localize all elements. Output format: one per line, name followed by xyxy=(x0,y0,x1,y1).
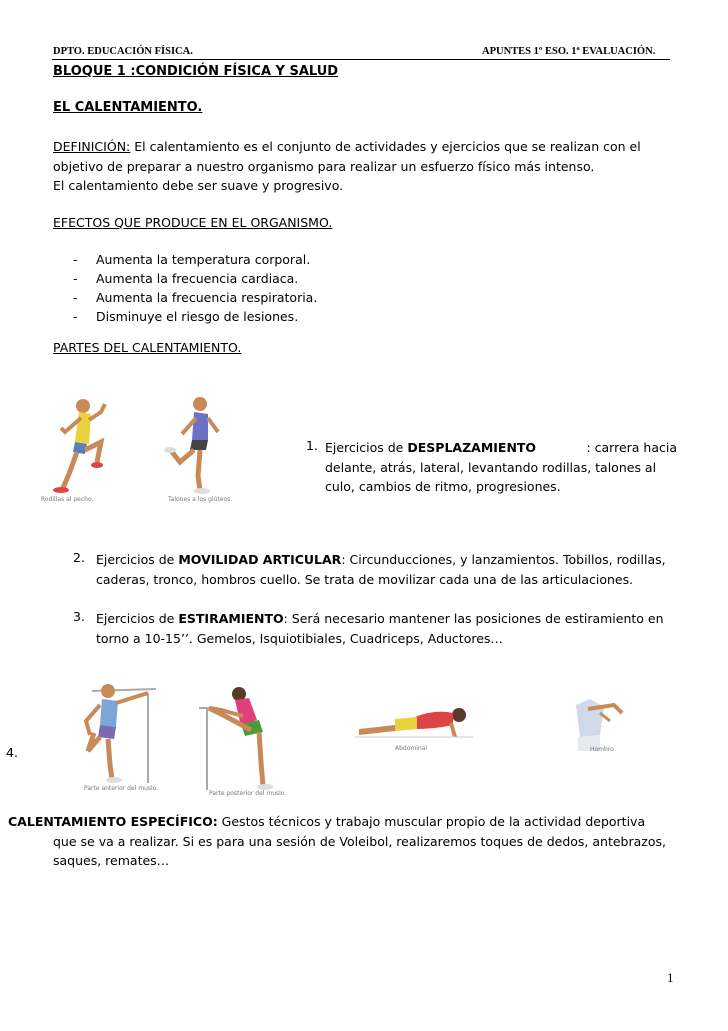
header-department: DPTO. EDUCACIÓN FÍSICA. xyxy=(53,46,193,57)
part-3-line-1-rest: : Será necesario mantener las posiciones de estiramiento en xyxy=(283,611,664,626)
effects-item-text: Aumenta la frecuencia respiratoria. xyxy=(96,290,318,305)
bullet-dash: - xyxy=(73,252,78,267)
page-number: 1 xyxy=(667,970,674,985)
part-1-number: 1. xyxy=(306,438,318,453)
illustration-back-thigh-stretch xyxy=(195,682,300,807)
caption-shoulder: Hombro xyxy=(590,746,614,753)
part-2-pre-text: Ejercicios de xyxy=(96,552,179,567)
part-3-pre-text: Ejercicios de xyxy=(96,611,179,626)
illustration-front-thigh-stretch xyxy=(70,675,165,800)
part-1-pre-text: Ejercicios de xyxy=(325,440,408,455)
part-2-line-2: caderas, tronco, hombros cuello. Se trata de movilizar cada una de las articulaciones. xyxy=(96,571,634,587)
part-1-pre xyxy=(325,438,536,458)
definition-line-3: El calentamiento debe ser suave y progresivo. xyxy=(53,178,344,193)
part-1-text xyxy=(325,438,677,497)
illustration-shoulder-stretch xyxy=(570,695,640,770)
header-course: APUNTES 1º ESO. 1ª EVALUACIÓN. xyxy=(482,46,656,57)
specific-line-1 xyxy=(8,812,698,832)
parts-heading: PARTES DEL CALENTAMIENTO. xyxy=(53,340,242,355)
caption-heels: Talones a los glúteos. xyxy=(168,496,233,503)
definition-paragraph xyxy=(53,137,683,196)
caption-thigh-front: Parte anterior del muslo. xyxy=(84,785,159,792)
part-1-line-1 xyxy=(325,438,677,458)
header-rule xyxy=(52,59,670,60)
illustration-heels-to-glutes xyxy=(160,392,250,512)
illustration-abdominal-stretch xyxy=(355,695,475,755)
part-3-text xyxy=(96,609,686,648)
part-4-number: 4. xyxy=(6,745,18,760)
effects-item-text: Aumenta la temperatura corporal. xyxy=(96,252,311,267)
part-2-keyword: MOVILIDAD ARTICULAR xyxy=(178,552,342,567)
specific-line-2: que se va a realizar. Si es para una sesión de Voleibol, realizaremos toques de dedos, antebrazos, xyxy=(53,833,666,849)
effects-item-text: Aumenta la frecuencia cardiaca. xyxy=(96,271,299,286)
specific-line-3: saques, remates… xyxy=(53,853,170,868)
effects-heading: EFECTOS QUE PRODUCE EN EL ORGANISMO. xyxy=(53,215,333,230)
part-1-line-2: delante, atrás, lateral, levantando rodillas, talones al xyxy=(325,459,657,475)
caption-knees: Rodillas al pecho. xyxy=(41,496,94,503)
bullet-dash: - xyxy=(73,309,78,324)
effects-item-text: Disminuye el riesgo de lesiones. xyxy=(96,309,299,324)
specific-label: CALENTAMIENTO ESPECÍFICO: xyxy=(8,814,218,829)
bullet-dash: - xyxy=(73,271,78,286)
specific-line-1-rest: Gestos técnicos y trabajo muscular propio de la actividad deportiva xyxy=(217,814,646,829)
part-2-line-1-rest: : Circunducciones, y lanzamientos. Tobillos, rodillas, xyxy=(341,552,666,567)
part-3-keyword: ESTIRAMIENTO xyxy=(178,611,284,626)
part-2-number: 2. xyxy=(73,550,85,565)
section-title: EL CALENTAMIENTO. xyxy=(53,100,203,115)
part-2-line-1 xyxy=(96,550,686,570)
block-title: BLOQUE 1 :CONDICIÓN FÍSICA Y SALUD xyxy=(53,64,339,79)
part-3-line-1 xyxy=(96,609,686,629)
bullet-dash: - xyxy=(73,290,78,305)
part-3-line-2: torno a 10-15’’. Gemelos, Isquiotibiales, Cuadriceps, Aductores… xyxy=(96,630,503,646)
specific-paragraph xyxy=(8,812,698,871)
illustration-knees-to-chest xyxy=(35,392,125,512)
caption-abdominal: Abdominal xyxy=(395,745,428,752)
caption-thigh-back: Parte posterior del muslo. xyxy=(209,790,287,797)
definition-line-1: El calentamiento es el conjunto de actividades y ejercicios que se realizan con el xyxy=(130,139,641,154)
definition-line-2: objetivo de preparar a nuestro organismo para realizar un esfuerzo físico más intenso. xyxy=(53,158,595,174)
part-2-text xyxy=(96,550,686,589)
part-1-line-3: culo, cambios de ritmo, progresiones. xyxy=(325,479,561,494)
definition-label: DEFINICIÓN: xyxy=(53,139,131,154)
part-1-keyword: DESPLAZAMIENTO xyxy=(407,440,537,455)
effects-list xyxy=(0,250,728,330)
part-3-number: 3. xyxy=(73,609,85,624)
part-1-line-1-rest: : carrera hacia xyxy=(586,440,677,455)
